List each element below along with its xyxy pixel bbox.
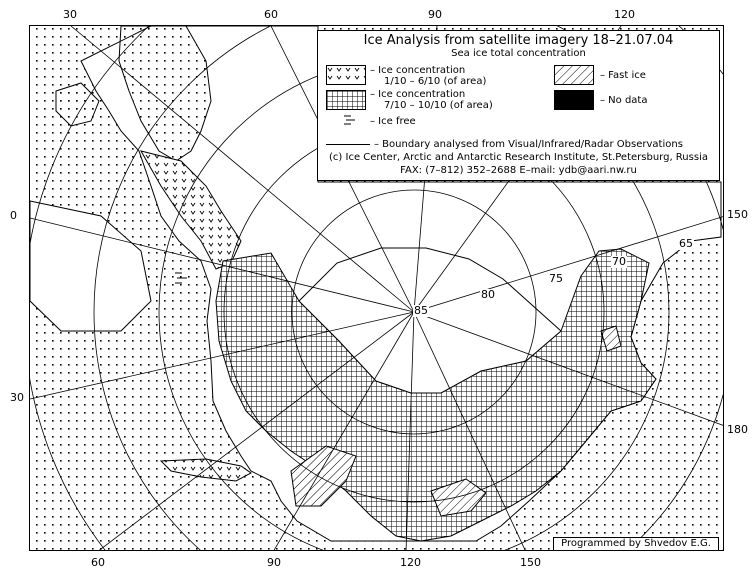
longitude-label-top-30: 30 [63,8,77,21]
longitude-label-right-180: 180 [727,423,748,436]
latitude-label-65: 65 [679,237,693,250]
swatch-high-concentration [326,90,366,110]
swatch-no-data [554,90,594,110]
longitude-label-bottom-60: 60 [91,556,105,569]
legend-credit-line1: (c) Ice Center, Arctic and Antarctic Research Institute, St.Petersburg, Russia [329,152,708,163]
longitude-label-left-30: 30 [10,391,24,404]
latitude-label-80: 80 [481,288,495,301]
latitude-label-85: 85 [414,304,428,317]
legend-fast-ice: – Fast ice [600,70,646,81]
latitude-label-75: 75 [549,272,563,285]
swatch-low-concentration [326,65,366,85]
legend-boundary: – Boundary analysed from Visual/Infrared/Radar Observations [374,139,683,150]
longitude-label-right-150: 150 [727,208,748,221]
programmed-by-label: Programmed by Shvedov E.G. [553,537,719,551]
longitude-label-bottom-120: 120 [400,556,421,569]
swatch-boundary-line [326,144,370,145]
legend-subtitle: Sea ice total concentration [451,48,586,59]
legend-credit-line2: FAX: (7–812) 352–2688 E–mail: ydb@aari.nw.ru [400,165,637,176]
legend-ice-free: – Ice free [370,116,416,127]
swatch-fast-ice [554,65,594,85]
latitude-label-70: 70 [612,255,626,268]
longitude-label-top-90: 90 [428,8,442,21]
legend-high-concentration-line1: – Ice concentration [370,89,466,100]
legend [317,30,720,181]
legend-low-concentration-line2: 1/10 – 6/10 (of area) [384,76,487,87]
legend-high-concentration-line2: 7/10 – 10/10 (of area) [384,100,493,111]
legend-title: Ice Analysis from satellite imagery 18–21.07.04 [363,33,674,48]
longitude-label-top-120: 120 [614,8,635,21]
longitude-label-bottom-150: 150 [520,556,541,569]
ice-free-symbol [342,113,356,130]
legend-low-concentration-line1: – Ice concentration [370,65,466,76]
legend-no-data: – No data [600,95,648,106]
longitude-label-left-0: 0 [10,209,17,222]
longitude-label-top-60: 60 [264,8,278,21]
longitude-label-bottom-90: 90 [267,556,281,569]
